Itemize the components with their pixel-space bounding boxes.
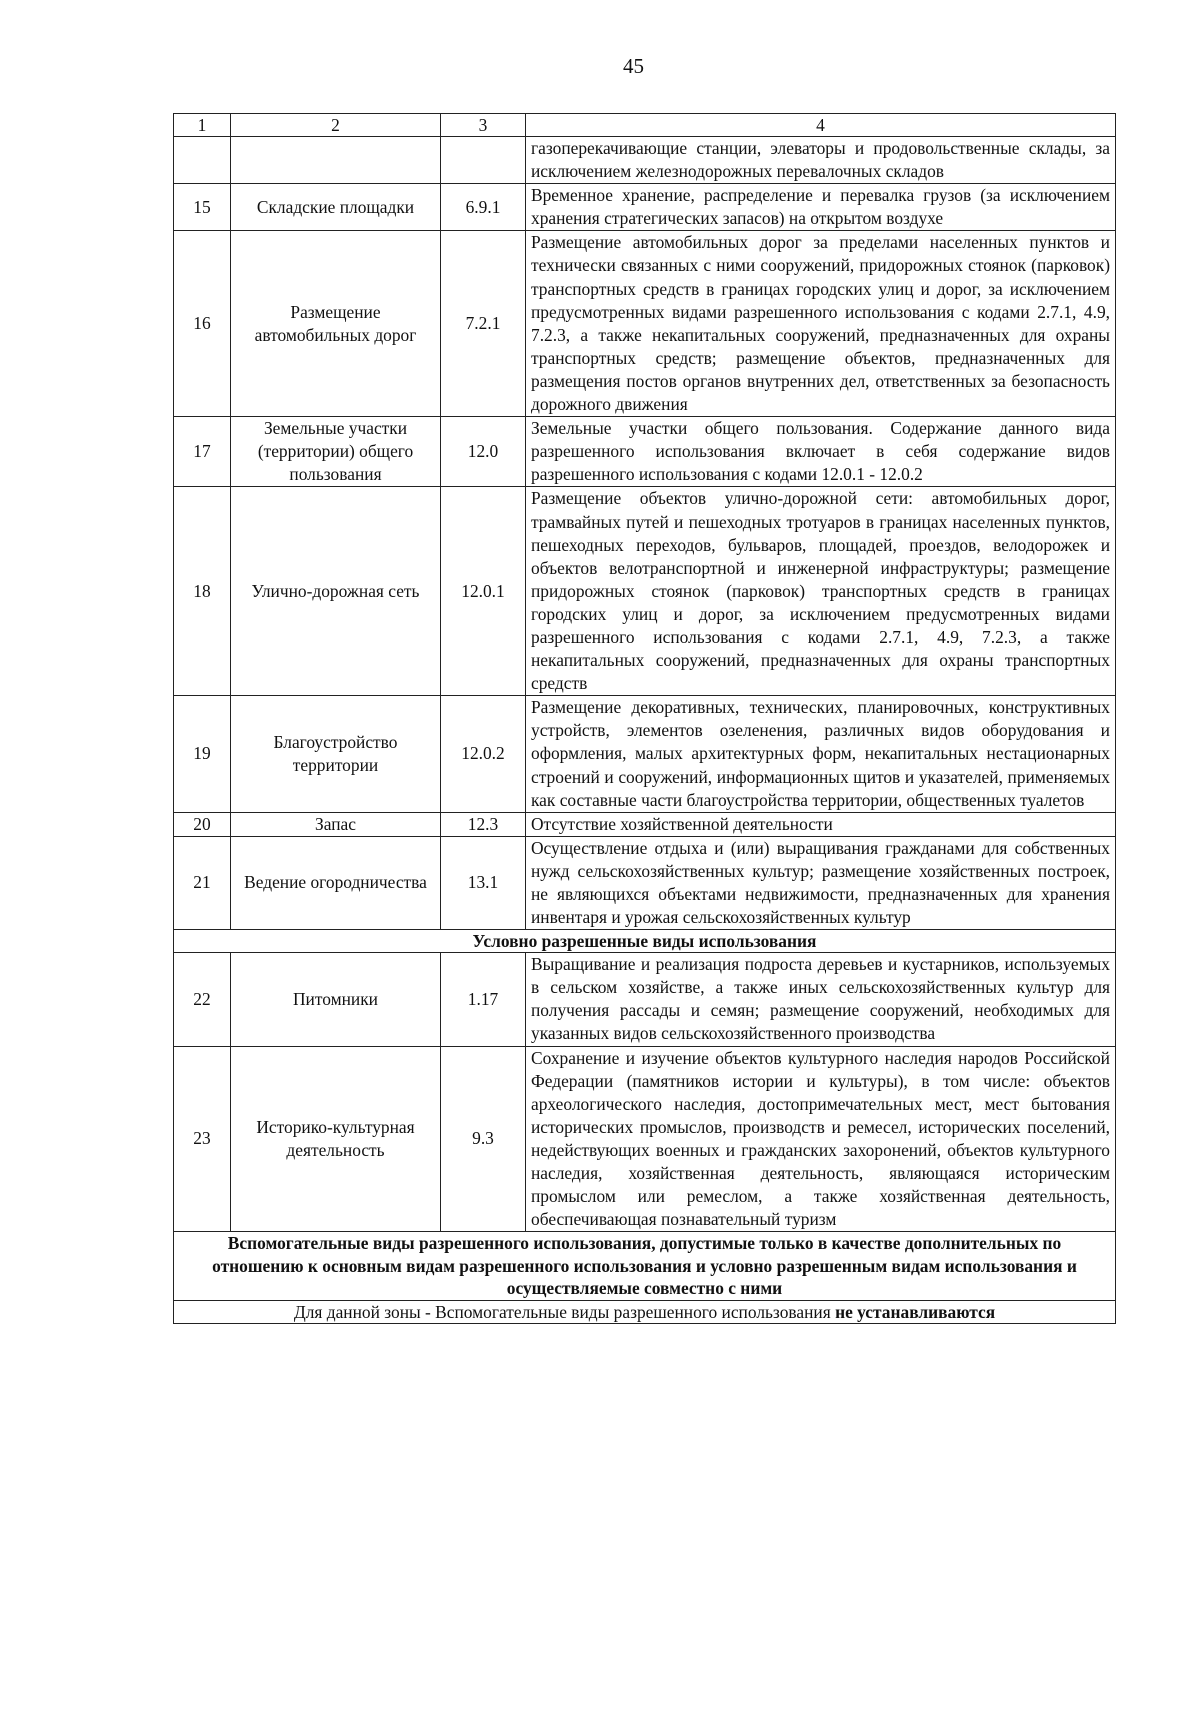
section-heading: Условно разрешенные виды использования <box>174 930 1116 953</box>
land-use-description: Размещение автомобильных дорог за пределами населенных пунктов и технически связанных с ними сооружений, придорожных стоянок (парковок) транспортных средств в границах городских улиц и дорог, за исключением предусмотренных видами разрешенного использования с кодами 2.7.1, 4.9, 7.2.3, а также некапитальных сооружений, предназначенных для охраны транспортных средств; размещение объектов, предназначенных для размещения постов органов внутренних дел, ответственных за безопасность дорожного движения <box>526 231 1116 417</box>
table-row <box>174 231 1116 417</box>
land-use-code: 9.3 <box>441 1046 526 1232</box>
table-row <box>174 696 1116 812</box>
land-use-table <box>173 113 1116 1324</box>
row-number: 23 <box>174 1046 231 1232</box>
auxiliary-note-row <box>174 1300 1116 1323</box>
land-use-code: 13.1 <box>441 836 526 929</box>
table-header-row <box>174 114 1116 137</box>
land-use-description: Размещение декоративных, технических, планировочных, конструктивных устройств, элементов озеленения, различных видов оборудования и оформления, малых архитектурных форм, некапитальных нестационарных строений и сооружений, информационных щитов и указателей, применяемых как составные части благоустройства территории, общественных туалетов <box>526 696 1116 812</box>
land-use-description: Временное хранение, распределение и перевалка грузов (за исключением хранения стратегических запасов) на открытом воздухе <box>526 184 1116 231</box>
land-use-name: Запас <box>231 812 441 836</box>
land-use-code: 1.17 <box>441 953 526 1046</box>
land-use-code: 7.2.1 <box>441 231 526 417</box>
auxiliary-section-heading: Вспомогательные виды разрешенного использования, допустимые только в качестве дополнительных по отношению к основным видам разрешенного использования и условно разрешенным видам использования и осуществляемые совместно с ними <box>174 1232 1116 1301</box>
row-number: 17 <box>174 417 231 487</box>
section-heading-row <box>174 930 1116 953</box>
continuation-description: газоперекачивающие станции, элеваторы и продовольственные склады, за исключением железнодорожных перевалочных складов <box>526 137 1116 184</box>
land-use-description: Сохранение и изучение объектов культурного наследия народов Российской Федерации (памятников истории и культуры), в том числе: объектов археологического наследия, достопримечательных мест, мест бытования исторических промыслов, производств и ремесел, исторических поселений, недействующих военных и гражданских захоронений, объектов культурного наследия, хозяйственная деятельность, являющаяся историческим промыслом или ремеслом, а также хозяйственная деятельность, обеспечивающая познавательный туризм <box>526 1046 1116 1232</box>
table-row <box>174 953 1116 1046</box>
land-use-name: Земельные участки (территории) общего пользования <box>231 417 441 487</box>
column-header: 1 <box>174 114 231 137</box>
land-use-description: Земельные участки общего пользования. Содержание данного вида разрешенного использования включает в себя содержание видов разрешенного использования с кодами 12.0.1 - 12.0.2 <box>526 417 1116 487</box>
auxiliary-note-emphasis: не устанавливаются <box>835 1301 996 1322</box>
row-number: 18 <box>174 487 231 696</box>
table-row <box>174 184 1116 231</box>
row-number: 20 <box>174 812 231 836</box>
row-number: 22 <box>174 953 231 1046</box>
land-use-name: Размещение автомобильных дорог <box>231 231 441 417</box>
column-header: 2 <box>231 114 441 137</box>
table-row <box>174 1046 1116 1232</box>
land-use-name: Питомники <box>231 953 441 1046</box>
table-row <box>174 812 1116 836</box>
section-heading-row <box>174 1232 1116 1301</box>
row-number: 19 <box>174 696 231 812</box>
table-row <box>174 836 1116 929</box>
page-number: 45 <box>623 54 644 78</box>
land-use-description: Осуществление отдыха и (или) выращивания гражданами для собственных нужд сельскохозяйственных культур; размещение хозяйственных построек, не являющихся объектами недвижимости, предназначенных для хранения инвентаря и урожая сельскохозяйственных культур <box>526 836 1116 929</box>
auxiliary-note-text: Для данной зоны - Вспомогательные виды разрешенного использования <box>293 1301 836 1322</box>
land-use-code: 12.3 <box>441 812 526 836</box>
land-use-name: Историко-культурная деятельность <box>231 1046 441 1232</box>
column-header: 4 <box>526 114 1116 137</box>
column-header: 3 <box>441 114 526 137</box>
table-row <box>174 417 1116 487</box>
land-use-description: Выращивание и реализация подроста деревьев и кустарников, используемых в сельском хозяйстве, а также иных сельскохозяйственных культур для получения рассады и семян; размещение сооружений, необходимых для указанных видов сельскохозяйственного производства <box>526 953 1116 1046</box>
land-use-code: 12.0.1 <box>441 487 526 696</box>
land-use-description: Размещение объектов улично-дорожной сети: автомобильных дорог, трамвайных путей и пешеходных тротуаров в границах населенных пунктов, пешеходных переходов, бульваров, площадей, проездов, велодорожек и объектов велотранспортной и инженерной инфраструктуры; размещение придорожных стоянок (парковок) транспортных средств в границах городских улиц и дорог, за исключением предусмотренных видами разрешенного использования с кодами 2.7.1, 4.9, 7.2.3, а также некапитальных сооружений, предназначенных для охраны транспортных средств <box>526 487 1116 696</box>
land-use-name: Ведение огородничества <box>231 836 441 929</box>
land-use-name: Складские площадки <box>231 184 441 231</box>
auxiliary-note <box>174 1300 1116 1323</box>
land-use-code: 12.0 <box>441 417 526 487</box>
row-number: 21 <box>174 836 231 929</box>
land-use-name: Благоустройство территории <box>231 696 441 812</box>
table-row <box>174 487 1116 696</box>
row-number: 15 <box>174 184 231 231</box>
continuation-row <box>174 137 1116 184</box>
land-use-code: 12.0.2 <box>441 696 526 812</box>
land-use-code: 6.9.1 <box>441 184 526 231</box>
land-use-description: Отсутствие хозяйственной деятельности <box>526 812 1116 836</box>
row-number: 16 <box>174 231 231 417</box>
land-use-name: Улично-дорожная сеть <box>231 487 441 696</box>
